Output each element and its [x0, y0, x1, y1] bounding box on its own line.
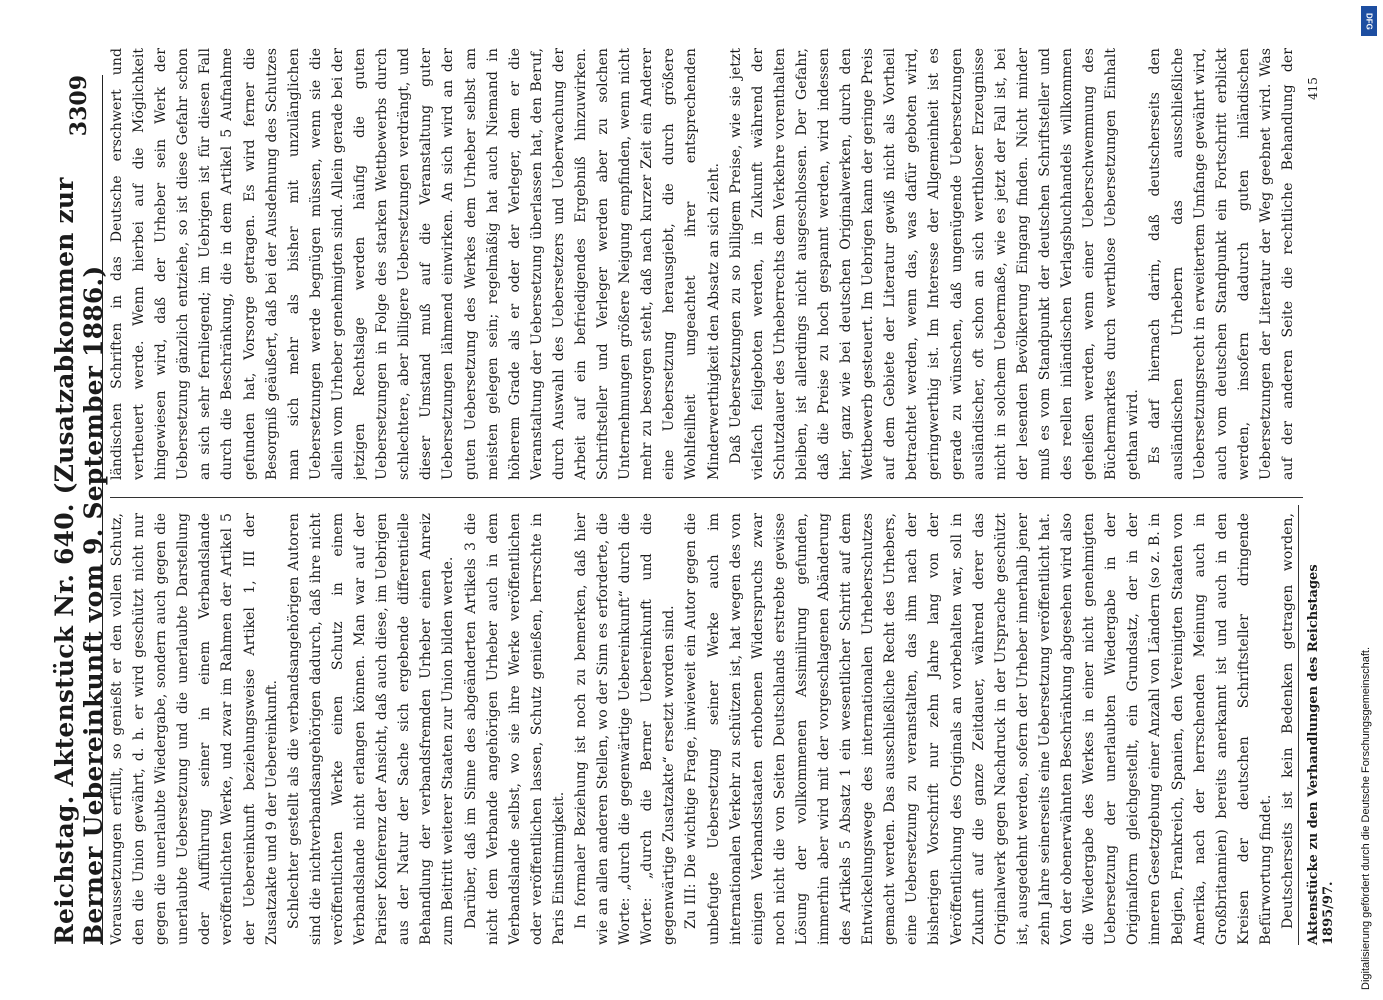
- footnote: Aktenstücke zu den Verhandlungen des Reichstages 1895/97.: [1306, 564, 1336, 945]
- page-title: Reichstag. Aktenstück Nr. 640. (Zusatzabkommen zur Berner Uebereinkunft vom 9. September 1886.): [50, 177, 108, 945]
- paragraph: Daß Uebersetzungen zu so billigem Preise, wie sie jetzt vielfach feilgeboten werden, in Zukunft während der Schutzdauer des Urheberrechts dem Verkehre vorenthalten bleiben, ist allerdings nicht ausgeschlossen. Der Gefahr, daß die Preise zu hoch gespannt werden, wird indessen hier, ganz wie bei deutschen Originalwerken, durch den Wettbewerb gesteuert. Im Uebrigen kann der geringe Preis auf dem Gebiete der Literatur gewiß nicht als Vortheil betrachtet werden, wenn das, was dafür geboten wird, geringwerthig ist. Im Interesse der Allgemeinheit ist es gerade zu wünschen, daß ungenügende Uebersetzungen ausländischer, oft schon an sich werthloser Erzeugnisse nicht in solchem Uebermaße, wie es jetzt der Fall ist, bei der lesenden Bevölkerung Eingang finden. Nicht minder muß es vom Standpunkt der deutschen Schriftsteller und des reellen inländischen Verlagsbuchhandels willkommen geheißen werden, wenn einer Ueberschwemmung des Büchermarktes durch werthlose Uebersetzungen Einhalt gethan wird.: [727, 48, 1142, 480]
- paragraph: In formaler Beziehung ist noch zu bemerken, daß hier wie an allen anderen Stellen, wo der Sinn es erforderte, die Worte: „durch die gegenwärtige Uebereinkunft“ durch die Worte: „durch die Berner Uebereinkunft und die gegenwärtige Zusatzakte“ ersetzt worden sind.: [572, 513, 678, 945]
- left-column: [106, 513, 1301, 945]
- dfg-logo-icon: DFG: [1361, 6, 1377, 36]
- paragraph: Voraussetzungen erfüllt, so genießt er den vollen Schutz, den die Union gewährt, d. h. er wird geschützt nicht nur gegen die unerlaubte Wiedergabe, sondern auch gegen die unerlaubte Uebersetzung und die unerlaubte Darstellung oder Aufführung seiner in einem Verbandslande veröffentlichten Werke, und zwar im Rahmen der Artikel 5 der Uebereinkunft beziehungsweise Artikel 1, III der Zusatzakte und 9 der Uebereinkunft.: [109, 513, 280, 945]
- paragraph: Es darf hiernach darin, daß deutscherseits den ausländischen Urhebern das ausschließliche Uebersetzungsrecht in erweitertem Umfange gewährt wird, auch vom deutschen Standpunkt ein Fortschritt erblickt werden, insofern dadurch guten inländischen Uebersetzungen der Literatur der Weg geebnet wird. Was auf der anderen Seite die rechtliche Behandlung der: [1147, 48, 1296, 480]
- paragraph: Darüber, daß im Sinne des abgeänderten Artikels 3 die nicht dem Verbande angehörigen Urheber auch in dem Verbandslande selbst, wo sie ihre Werke veröffentlichen oder veröffentlichen lassen, Schutz genießen, herrschte in Paris Einstimmigkeit.: [462, 513, 567, 945]
- paragraph: Schlechter gestellt als die verbandsangehörigen Autoren sind die nichtverbandsangehörigen dadurch, daß ihre nicht veröffentlichten Werke einen Schutz in einem Verbandslande nicht erlangen können. Man war auf der Pariser Konferenz der Ansicht, daß auch diese, im Uebrigen aus der Natur der Sache sich ergebende differentielle Behandlung der verbandsfremden Urheber einen Anreiz zum Beitritt weiterer Staaten zur Union bilden werde.: [285, 513, 457, 945]
- page-header: [50, 75, 108, 945]
- page-number: 3309: [66, 75, 92, 137]
- digitization-note: Digitalisierung gefördert durch die Deutsche Forschungsgemeinschaft.: [1360, 646, 1372, 990]
- right-column: [106, 48, 1301, 480]
- paragraph: Zu III: Die wichtige Frage, inwieweit ein Autor gegen die unbefugte Uebersetzung seiner Werke auch im internationalen Verkehr zu schützen ist, hat wegen des von einigen Verbandsstaaten erhobenen Widerspruchs zwar noch nicht die von Seiten Deutschlands erstrebte gewisse Lösung der vollkommenen Assimilirung gefunden, immerhin aber wird mit der vorgeschlagenen Abänderung des Artikels 5 Absatz 1 ein wesentlicher Schritt auf dem Entwickelungswege des internationalen Urheberschutzes gemacht werden. Das ausschließliche Recht des Urhebers, eine Uebersetzung zu veranstalten, das ihm nach der bisherigen Vorschrift nur zehn Jahre lang von der Veröffentlichung des Originals an vorbehalten war, soll in Zukunft auf die ganze Zeitdauer, während derer das Originalwerk gegen Nachdruck in der Ursprache geschützt ist, ausgedehnt werden, sofern der Urheber innerhalb jener zehn Jahre seinerseits eine Uebersetzung veröffentlicht hat. Von der obenerwähnten Beschränkung abgesehen wird also die Wiedergabe des Werkes in einer nicht genehmigten Uebersetzung der unerlaubten Wiedergabe in der Originalform gleichgestellt, ein Grundsatz, der in der inneren Gesetzgebung einer Anzahl von Ländern (so z. B. in Belgien, Frankreich, Spanien, den Vereinigten Staaten von Amerika, nach der herrschenden Meinung auch in Großbritannien) bereits anerkannt ist und auch in den Kreisen der deutschen Schriftsteller dringende Befürwortung findet.: [683, 513, 1274, 945]
- bottom-page-number: 415: [1306, 77, 1320, 100]
- paragraph: ländischen Schriften in das Deutsche erschwert und vertheuert werde. Wenn hierbei auf die Möglichkeit hingewiesen wird, daß der Urheber sein Werk der Uebersetzung gänzlich entziehe, so ist diese Gefahr schon an sich sehr fernliegend; im Uebrigen ist für diesen Fall durch die Beschränkung, die in dem Artikel 5 Aufnahme gefunden hat, Vorsorge getragen. Es wird ferner die Besorgniß geäußert, daß bei der Ausdehnung des Schutzes man sich mehr als bisher mit unzulänglichen Uebersetzungen werde begnügen müssen, wenn sie die allein vom Urheber genehmigten sind. Allein gerade bei der jetzigen Rechtslage werden häufig die guten Uebersetzungen in Folge des starken Wettbewerbs durch schlechtere, aber billigere Uebersetzungen verdrängt, und dieser Umstand muß auf die Veranstaltung guter Uebersetzungen lähmend einwirken. An sich wird an der guten Uebersetzung des Werkes dem Urheber selbst am meisten gelegen sein; regelmäßig hat auch Niemand in höherem Grade als er oder der Verleger, dem er die Veranstaltung der Uebersetzung überlassen hat, den Beruf, durch Auswahl des Uebersetzers und Ueberwachung der Arbeit auf ein befriedigendes Ergebniß hinzuwirken. Schriftsteller und Verleger werden aber zu solchen Unternehmungen größere Neigung empfinden, wenn nicht mehr zu besorgen steht, daß nach kurzer Zeit ein Anderer eine Uebersetzung herausgiebt, die durch größere Wohlfeilheit ungeachtet ihrer entsprechenden Minderwerthigkeit den Absatz an sich zieht.: [109, 48, 722, 480]
- column-divider: [110, 497, 1303, 498]
- paragraph: Deutscherseits ist kein Bedenken getragen worden,: [1279, 513, 1296, 929]
- footnote-rule: [1298, 505, 1299, 945]
